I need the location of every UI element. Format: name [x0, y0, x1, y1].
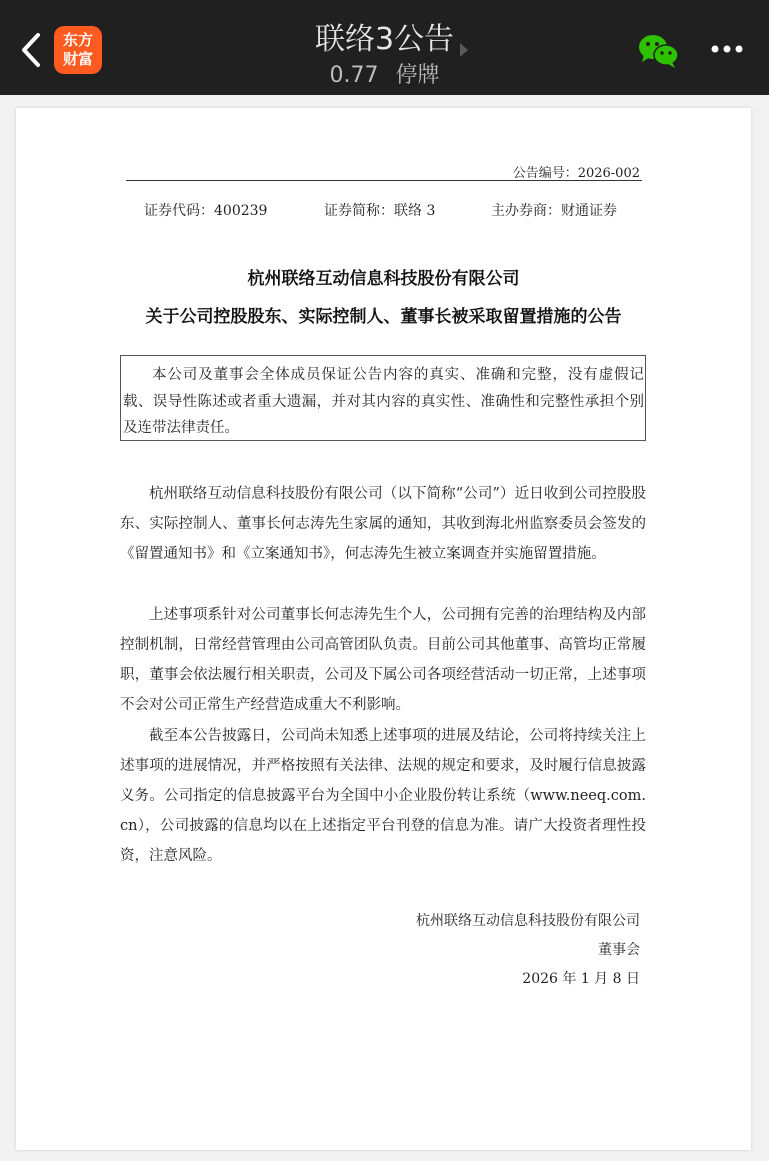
logo-line1: 东方: [62, 31, 93, 49]
sponsor-broker: 主办券商：财通证券: [491, 203, 617, 219]
page-title: 联络3公告: [314, 22, 455, 57]
stock-abbreviation: 证券简称：联络 3: [324, 203, 436, 219]
stock-price: 0.77: [329, 63, 379, 88]
more-icon[interactable]: [710, 44, 744, 54]
disclaimer-box: [120, 355, 646, 441]
paragraph-2: 上述事项系针对公司董事长何志涛先生个人，公司拥有完善的治理结构及内部控制机制，日常经营管理由公司高管团队负责。目前公司其他董事、高管均正常履职，董事会依法履行相关职责，公司及下属公司各项经营活动一切正常，上述事项不会对公司正常生产经营造成重大不利影响。: [120, 607, 646, 713]
disclaimer-text: 本公司及董事会全体成员保证公告内容的真实、准确和完整，没有虚假记载、误导性陈述或者重大遗漏，并对其内容的真实性、准确性和完整性承担个别及连带法律责任。: [123, 367, 644, 436]
paragraph-3: 截至本公告披露日，公司尚未知悉上述事项的进展及结论，公司将持续关注上述事项的进展情况，并严格按照有关法律、法规的规定和要求，及时履行信息披露义务。公司指定的信息披露平台为全国中小企业股份转让系统（www.neeq.com.cn），公司披露的信息均以在上述指定平台刊登的信息为准。请广大投资者理性投资，注意风险。: [120, 728, 646, 864]
stock-code: 证券代码：400239: [144, 203, 268, 219]
triangle-right-icon[interactable]: [459, 42, 469, 58]
notice-number: 公告编号：2026-002: [512, 166, 640, 181]
paragraph-1: 杭州联络互动信息科技股份有限公司（以下简称“公司”）近日收到公司控股股东、实际控制人、董事长何志涛先生家属的通知，其收到海北州监察委员会签发的《留置通知书》和《立案通知书》，何志涛先生被立案调查并实施留置措施。: [120, 486, 646, 562]
header-rule: [126, 180, 642, 181]
company-name: 杭州联络互动信息科技股份有限公司: [247, 269, 520, 289]
top-bar: [0, 0, 769, 95]
trading-status: 停牌: [395, 63, 440, 88]
signature-company: 杭州联络互动信息科技股份有限公司: [416, 913, 640, 929]
signature-date: 2026 年 1 月 8 日: [522, 971, 640, 987]
logo-line2: 财富: [62, 50, 93, 68]
document-page: [16, 108, 751, 1150]
signature-board: 董事会: [598, 942, 640, 958]
wechat-icon[interactable]: [638, 33, 680, 69]
document-title: 关于公司控股股东、实际控制人、董事长被采取留置措施的公告: [145, 307, 622, 327]
